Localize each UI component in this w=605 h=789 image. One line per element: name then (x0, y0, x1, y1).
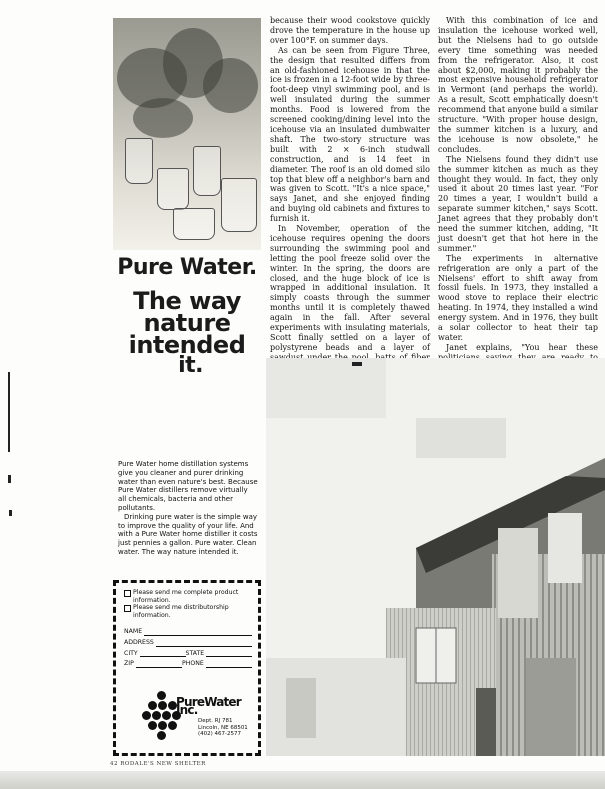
field-label: STATE (185, 649, 205, 657)
company-dept: Dept. RJ 781 (198, 718, 233, 724)
article-column-2 (438, 16, 598, 402)
scan-artifact (8, 475, 11, 483)
coupon-option-label: Please send me complete product information. (133, 589, 239, 604)
checkbox-product-info[interactable] (124, 590, 131, 597)
field-label: CITY (124, 649, 138, 657)
coupon-option-label: Please send me distributorship information. (133, 604, 229, 619)
ad-body-paragraph: Drinking pure water is the simple way to improve the quality of your life. And with a Pure Water home distiller it costs just pennies a gallon. Pure water. Clean water. The way nature intended it. (118, 512, 258, 556)
house-photo-illustration (266, 358, 605, 756)
article-paragraph: The experiments in alternative refrigeration are only a part of the Nielsens' effort to shift away from fossil fuels. In 1973, they installed a wood stove to replace their electric heating. In 1974, they installed a wind energy system. And in 1976, they built a solar collector to heat their tap water. (438, 253, 598, 342)
ad-headline-line-1: Pure Water. (117, 255, 257, 280)
ad-headline-line-3: it. (178, 353, 203, 378)
scan-artifact (8, 372, 10, 452)
article-paragraph: With this combination of ice and insulation the icehouse worked well, but the Nielsens had to go outside every time something was needed from the refrigerator. Also, it cost about $2,000, making it probably the most expensive household refrigerator in Vermont (and perhaps the world). As a result, Scott emphatically doesn't recommend that anyone build a similar structure. "With proper house design, the summer kitchen is a luxury, and the icehouse is now obsolete," he concludes. (438, 16, 598, 154)
pure-water-logo (142, 691, 260, 751)
article-paragraph: The Nielsens found they didn't use the summer kitchen as much as they thought they would. In fact, they only used it about 20 times last year. "For 20 times a year, I wouldn't build a separate summer kitchen," says Scott. Janet agrees that they probably don't need the summer kitchen, adding, "It just doesn't get that hot here in the summer." (438, 154, 598, 253)
ad-photo-glasses-and-greens (113, 18, 261, 250)
article-paragraph: Janet explains, "You hear these (446, 342, 598, 352)
company-phone: (402) 467-2577 (198, 731, 242, 738)
company-name: PureWater Inc. (176, 695, 241, 717)
company-address (198, 718, 248, 738)
company-city: Lincoln, NE 68501 (198, 724, 248, 731)
checkbox-distributorship[interactable] (124, 605, 131, 612)
field-label: PHONE (182, 660, 204, 668)
ad-coupon (113, 580, 261, 756)
field-label: NAME (124, 628, 143, 636)
scan-artifact (9, 510, 12, 516)
coupon-zip-phone-field[interactable] (124, 660, 252, 668)
article-column-1 (270, 16, 430, 392)
coupon-name-field[interactable] (124, 628, 252, 636)
article-paragraph: because their wood cookstove quickly drove the temperature in the house up over 100°F. on summer days. (270, 16, 430, 45)
article-paragraph: In November, operation of the icehouse requires opening the doors surrounding the swimming pool and letting the pool freeze solid over the winter. In the spring, the doors are closed, and the huge block of ice is wrapped in additional insulation. It simply coasts through the summer months until it is completely thawed again in the fall. After several experiments with insulating materials, Scott finally settled on a layer of polystyrene beads and a layer of (270, 224, 430, 352)
ad-body-paragraph: Pure Water home distillation systems give you cleaner and purer drinking water than even nature's best. Because Pure Water distillers remove virtually all chemicals, bacteria and other pollutants. (118, 460, 258, 512)
field-label: ADDRESS (124, 638, 154, 646)
ad-headline (113, 256, 261, 376)
house-photograph (266, 358, 605, 756)
field-label: ZIP (124, 660, 134, 668)
ad-body-copy (118, 460, 258, 557)
scan-bottom-edge (0, 771, 605, 789)
page-folio: 42 RODALE'S NEW SHELTER (110, 761, 206, 767)
article-paragraph: As can be seen from Figure Three, the design that resulted differs from an old-fashioned icehouse in that the ice is frozen in a 12-foot wide by three-foot-deep vinyl swimming pool, and is well insulated during the summer months. Food is lowered from the screened cooking/dining level into the icehouse via an insulated dumbwaiter shaft. The two-story structure was built with 2 × 6-inch studwall construction, and is 14 feet in diameter. The roof is an old domed silo top that blew off a neighbor's barn and was given to Scott. "It's a nice space," says Janet, and she enjoyed finding and buying old cabinets and fixtures to furnish it. (270, 45, 430, 224)
coupon-city-state-field[interactable] (124, 650, 252, 658)
coupon-option-product-info[interactable] (124, 589, 252, 604)
pure-water-advertisement (113, 18, 261, 748)
coupon-address-field[interactable] (124, 639, 252, 647)
ad-headline-line-2: The way nature intended (128, 287, 246, 359)
coupon-option-distributorship[interactable] (124, 604, 252, 619)
